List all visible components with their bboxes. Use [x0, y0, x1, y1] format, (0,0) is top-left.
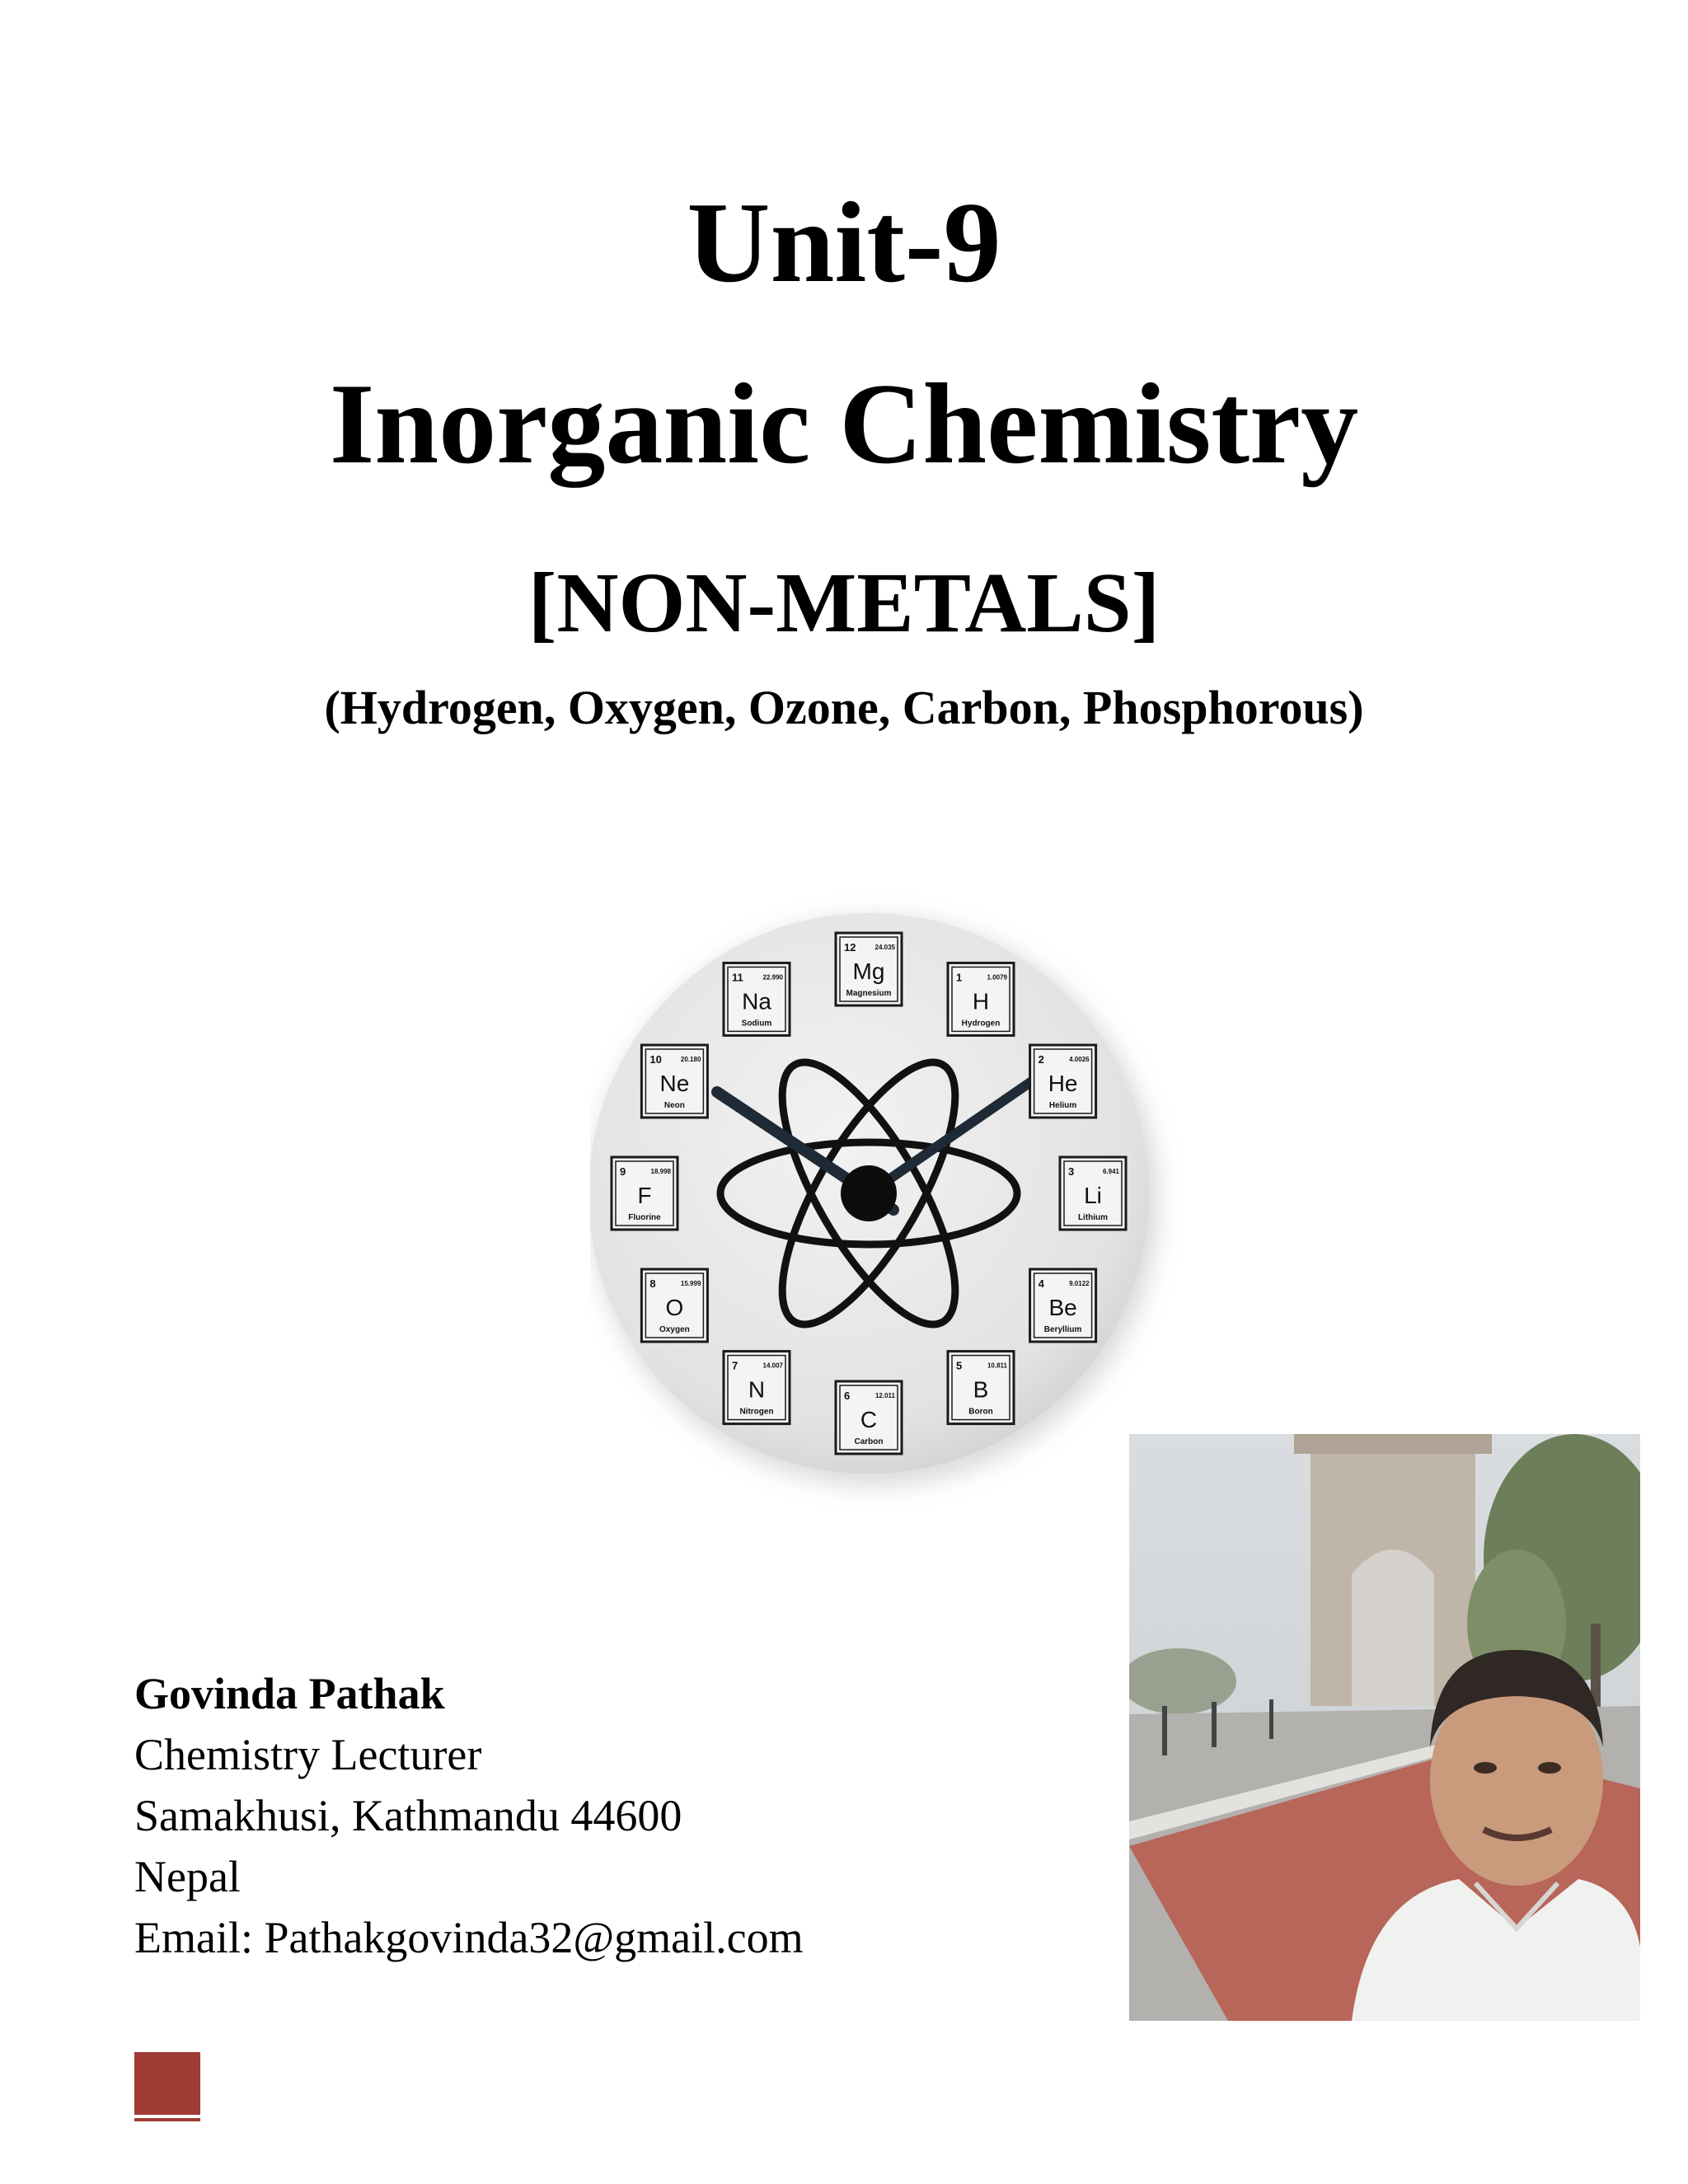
element-name: Hydrogen: [961, 1019, 1001, 1029]
element-mass: 22.990: [762, 973, 783, 982]
element-mass: 18.998: [650, 1168, 671, 1175]
element-tile-o: [641, 1269, 707, 1342]
element-symbol: F: [637, 1183, 652, 1208]
footer-accent-square: [134, 2052, 200, 2115]
topics-list: (Hydrogen, Oxygen, Ozone, Carbon, Phosphorous): [324, 681, 1364, 734]
element-tile-b: [948, 1352, 1014, 1424]
element-symbol: Be: [1048, 1295, 1077, 1320]
subtitle: [NON-METALS]: [528, 555, 1160, 650]
element-symbol: Li: [1084, 1183, 1102, 1208]
element-tile-h: [948, 963, 1014, 1035]
element-number: 6: [844, 1390, 851, 1402]
unit-title: Unit-9: [687, 179, 1001, 307]
element-name: Neon: [663, 1101, 685, 1110]
footer-accent-line: [134, 2118, 200, 2121]
element-tile-na: [724, 963, 790, 1035]
element-number: 1: [956, 971, 963, 984]
author-info: [134, 1663, 804, 1968]
element-tile-ne: [641, 1045, 707, 1118]
element-number: 7: [732, 1359, 738, 1372]
element-mass: 15.999: [680, 1280, 701, 1287]
author-address: Samakhusi, Kathmandu 44600: [134, 1791, 682, 1840]
element-mass: 6.941: [1102, 1168, 1119, 1175]
element-number: 11: [732, 971, 743, 984]
element-tile-be: [1030, 1269, 1096, 1342]
element-symbol: He: [1048, 1071, 1078, 1096]
element-symbol: C: [860, 1407, 878, 1432]
element-tile-mg: [836, 933, 902, 1005]
clock-illustration: [590, 890, 1200, 1516]
element-name: Fluorine: [628, 1213, 661, 1222]
element-mass: 20.180: [680, 1056, 701, 1063]
element-symbol: B: [973, 1376, 989, 1403]
element-name: Beryllium: [1043, 1325, 1082, 1334]
author-role: Chemistry Lecturer: [134, 1730, 482, 1779]
element-symbol: O: [665, 1295, 684, 1320]
element-name: Sodium: [741, 1019, 772, 1029]
element-tile-li: [1060, 1157, 1126, 1230]
element-mass: 9.0122: [1069, 1280, 1090, 1287]
element-number: 3: [1068, 1165, 1075, 1178]
element-number: 8: [649, 1277, 656, 1290]
element-name: Boron: [968, 1407, 993, 1417]
element-mass: 10.811: [987, 1361, 1007, 1370]
element-symbol: Mg: [852, 958, 885, 984]
element-mass: 4.0026: [1069, 1056, 1090, 1063]
element-symbol: Ne: [659, 1071, 690, 1096]
element-mass: 12.011: [874, 1392, 895, 1399]
element-tile-he: [1030, 1045, 1096, 1118]
element-symbol: Na: [742, 988, 771, 1015]
author-photo-image: [1129, 1434, 1640, 2021]
element-number: 9: [620, 1165, 626, 1178]
author-email[interactable]: Email: Pathakgovinda32@gmail.com: [134, 1913, 804, 1962]
element-tile-f: [612, 1157, 678, 1230]
author-country: Nepal: [134, 1852, 241, 1901]
author-photo: [1129, 1434, 1640, 2021]
element-number: 4: [1038, 1277, 1044, 1290]
element-number: 10: [649, 1053, 662, 1066]
element-mass: 14.007: [762, 1361, 783, 1370]
periodic-table-clock: [590, 890, 1200, 1516]
element-name: Helium: [1048, 1101, 1077, 1110]
element-name: Lithium: [1077, 1213, 1109, 1222]
footer-accent-mark: [134, 2052, 200, 2125]
element-symbol: N: [748, 1376, 766, 1403]
author-name: Govinda Pathak: [134, 1669, 445, 1718]
element-name: Oxygen: [659, 1325, 690, 1334]
element-tile-n: [724, 1352, 790, 1424]
element-name: Carbon: [854, 1437, 884, 1446]
main-title: Inorganic Chemistry: [329, 360, 1359, 488]
element-number: 5: [956, 1359, 963, 1372]
element-symbol: H: [972, 988, 990, 1015]
element-mass: 1.0079: [987, 973, 1007, 982]
clock-center: [841, 1165, 897, 1221]
element-name: Magnesium: [846, 989, 892, 998]
element-number: 2: [1038, 1053, 1044, 1066]
element-mass: 24.035: [874, 944, 895, 951]
element-number: 12: [844, 941, 856, 954]
element-name: Nitrogen: [739, 1407, 774, 1417]
element-tile-c: [836, 1381, 902, 1454]
